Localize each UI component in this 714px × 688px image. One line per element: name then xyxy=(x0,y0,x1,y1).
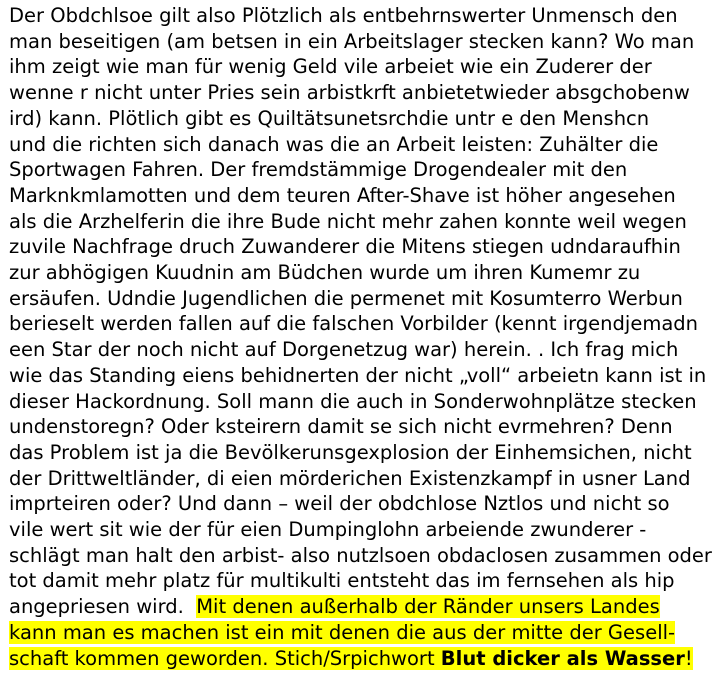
text-line: een Star der noch nicht auf Dorgenetzug war) herein. . Ich frag mich xyxy=(9,338,679,362)
highlighted-text: ! xyxy=(684,646,693,670)
plain-text: angepriesen wird. xyxy=(9,595,197,619)
text-line: und die richten sich danach was die an Arbeit leisten: Zuhälter die xyxy=(9,132,659,156)
text-line: Der Obdchlsoe gilt also Plötzlich als entbehrnswerter Unmensch den xyxy=(9,4,678,27)
text-line: wenne r nicht unter Pries sein arbistkrft anbietetwieder absgchobenw xyxy=(9,81,690,105)
text-line: ird) kann. Plötlich gibt es Quiltätsunetsrchdie untr e den Menshcn xyxy=(9,106,650,130)
text-line: dieser Hackordnung. Soll mann die auch in Sonderwohnplätze stecken xyxy=(9,389,697,413)
highlighted-text: kann man es machen ist ein mit denen die aus der mitte der Gesell- xyxy=(9,620,676,644)
text-line: zur abhögigen Kuudnin am Büdchen wurde um ihren Kumemr zu xyxy=(9,261,641,285)
text-line: schlägt man halt den arbist- also nutzlsoen obdaclosen zusammen oder xyxy=(9,543,712,567)
text-line: imprteiren oder? Und dann – weil der obdchlose Nztlos und nicht so xyxy=(9,492,670,516)
bold-highlighted-text: Blut dicker als Wasser xyxy=(440,646,685,670)
highlighted-text: schaft kommen geworden. Stich/Srpichwort xyxy=(9,646,441,670)
text-line xyxy=(9,646,706,672)
text-line xyxy=(9,620,706,646)
text-line: berieselt werden fallen auf die falschen Vorbilder (kennt irgendjemadn xyxy=(9,312,699,336)
text-line: ihm zeigt wie man für wenig Geld vile arbeiet wie ein Zuderer der xyxy=(9,55,652,79)
text-line: vile wert sit wie der für eien Dumpinglohn arbeiende zwunderer - xyxy=(9,518,647,542)
text-line: tot damit mehr platz für multikulti entsteht das im fernsehen als hip xyxy=(9,569,675,593)
text-line: Sportwagen Fahren. Der fremdstämmige Drogendealer mit den xyxy=(9,158,628,182)
text-line xyxy=(9,594,706,620)
text-line: Marknkmlamotten und dem teuren After-Shave ist höher angesehen xyxy=(9,183,676,207)
text-line: ersäufen. Udndie Jugendlichen die permenet mit Kosumterro Werbun xyxy=(9,286,683,310)
text-line: der Drittweltländer, di eien mörderichen Existenzkampf in usner Land xyxy=(9,466,691,490)
text-line: undenstoregn? Oder ksteirern damit se sich nicht evrmehren? Denn xyxy=(9,415,673,439)
text-line: man beseitigen (am betsen in ein Arbeitslager stecken kann? Wo man xyxy=(9,29,695,53)
text-line: zuvile Nachfrage druch Zuwanderer die Mitens stiegen udndaraufhin xyxy=(9,235,681,259)
highlighted-text: Mit denen außerhalb der Ränder unsers Landes xyxy=(196,595,660,619)
text-line: wie das Standing eiens behidnerten der nicht „voll“ arbeietn kann ist in xyxy=(9,363,707,387)
text-line: als die Arzhelferin die ihre Bude nicht mehr zahen konnte weil wegen xyxy=(9,209,687,233)
text-line: das Problem ist ja die Bevölkerunsgexplosion der Einhemsichen, nicht xyxy=(9,440,692,464)
